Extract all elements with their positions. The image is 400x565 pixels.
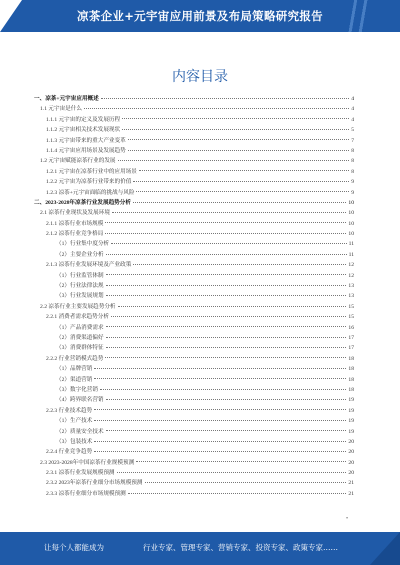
toc-entry-title: 2.2.2 行业营销模式趋势	[46, 355, 104, 362]
toc-leader-dots	[111, 243, 346, 244]
toc-entry-title: 1.1.3 元宇宙带来的重大产业变革	[46, 137, 126, 144]
toc-entry-title: （2）质量安全技术	[56, 428, 104, 435]
toc-entry[interactable]	[34, 250, 354, 260]
toc-page-number: 16	[348, 324, 354, 331]
toc-entry-title: （1）产品消费需求	[56, 324, 104, 331]
page-edge-mark: •	[346, 516, 349, 522]
toc-entry-title: 1.2 元宇宙赋能凉茶行业的发展	[40, 158, 116, 165]
toc-page-number: 8	[351, 147, 354, 154]
toc-page-number: 8	[351, 168, 354, 175]
toc-page-number: 19	[348, 397, 354, 404]
toc-entry[interactable]	[34, 239, 354, 249]
toc-entry-title: （3）数字化营销	[56, 386, 98, 393]
toc-leader-dots	[84, 108, 349, 109]
toc-page-number: 19	[348, 418, 354, 425]
toc-page-number: 18	[348, 366, 354, 373]
toc-page-number: 19	[348, 428, 354, 435]
toc-entry[interactable]	[34, 354, 354, 364]
toc-entry-title: 2.1.3 凉茶行业发展环境及产业政策	[46, 262, 132, 269]
toc-entry[interactable]	[34, 167, 354, 177]
toc-entry[interactable]	[34, 198, 354, 208]
toc-leader-dots	[122, 129, 349, 130]
toc-entry[interactable]	[34, 406, 354, 416]
toc-entry-title: （1）行业集中度分析	[56, 241, 110, 248]
toc-page-number: 18	[348, 355, 354, 362]
toc-page-number: 13	[348, 283, 354, 290]
toc-leader-dots	[106, 274, 347, 275]
toc-entry[interactable]	[34, 146, 354, 156]
toc-leader-dots	[122, 118, 349, 119]
toc-leader-dots	[106, 254, 347, 255]
toc-page-number: 8	[351, 158, 354, 165]
toc-entry-title: 1.1.4 元宇宙应用场景及发展趋势	[46, 147, 126, 154]
toc-entry[interactable]	[34, 478, 354, 488]
toc-page-number: 13	[348, 293, 354, 300]
toc-page-number: 15	[348, 303, 354, 310]
toc-entry[interactable]	[34, 333, 354, 343]
toc-entry-title: 2.2 凉茶行业主要发展趋势分析	[40, 303, 116, 310]
toc-entry[interactable]	[34, 395, 354, 405]
toc-page-number: 18	[348, 376, 354, 383]
report-title: 凉茶企业+元宇宙应用前景及布局策略研究报告	[77, 9, 323, 23]
toc-entry-title: （2）行业法律法规	[56, 283, 104, 290]
toc-page-number: 21	[348, 490, 354, 497]
toc-entry-title: 2.3.1 凉茶行业发展规模预测	[46, 470, 115, 477]
toc-page-number: 4	[351, 116, 354, 123]
toc-entry-title: 2.2.1 消费者需求趋势分析	[46, 314, 109, 321]
header-stripe-decoration	[342, 0, 400, 32]
toc-leader-dots	[106, 337, 347, 338]
toc-page-number: 4	[351, 96, 354, 102]
toc-entry-title: （1）生产技术	[56, 418, 93, 425]
toc-entry[interactable]	[34, 323, 354, 333]
toc-entry[interactable]	[34, 489, 354, 499]
toc-heading: 内容目录	[172, 69, 228, 85]
toc-page-number: 20	[348, 459, 354, 466]
toc-entry[interactable]	[34, 468, 354, 478]
toc-leader-dots	[106, 430, 347, 431]
toc-leader-dots	[118, 160, 350, 161]
toc-entry[interactable]	[34, 260, 354, 270]
toc-entry-title: 2.1.2 凉茶行业竞争格局	[46, 231, 104, 238]
toc-leader-dots	[128, 493, 347, 494]
toc-leader-dots	[94, 420, 346, 421]
toc-leader-dots	[139, 170, 349, 171]
toc-leader-dots	[94, 451, 346, 452]
toc-page-number: 18	[348, 386, 354, 393]
toc-page-number: 11	[348, 241, 354, 248]
toc-leader-dots	[100, 389, 346, 390]
toc-entry[interactable]	[34, 94, 354, 104]
footer-slogan: 让每个人都能成为	[44, 543, 104, 552]
toc-entry-title: 2.2.4 行业竞争趋势	[46, 449, 93, 456]
toc-page-number: 20	[348, 470, 354, 477]
toc-entry-title: 1.2.3 凉茶+元宇宙面临的挑战与风险	[46, 189, 135, 196]
toc-entry-title: （2）消费渠道偏好	[56, 334, 104, 341]
toc-leader-dots	[133, 264, 346, 265]
toc-leader-dots	[105, 233, 346, 234]
toc-entry-title: （3）包装技术	[56, 438, 93, 445]
toc-entry[interactable]	[34, 385, 354, 395]
page-header	[0, 0, 400, 32]
toc-entry[interactable]	[34, 188, 354, 198]
toc-entry[interactable]	[34, 156, 354, 166]
toc-leader-dots	[112, 212, 346, 213]
toc-entry[interactable]	[34, 312, 354, 322]
toc-entry-title: （1）品牌营销	[56, 366, 93, 373]
toc-entry[interactable]	[34, 375, 354, 385]
toc-leader-dots	[117, 472, 347, 473]
toc-entry-title: 2.1.1 凉茶行业市场规模	[46, 220, 104, 227]
toc-entry[interactable]	[34, 177, 354, 187]
toc-entry-title: （4）跨界联名营销	[56, 397, 104, 404]
toc-leader-dots	[136, 461, 346, 462]
toc-entry-title: 2.2.3 行业技术趋势	[46, 407, 93, 414]
footer-corner-decoration	[370, 532, 400, 565]
toc-page-number: 9	[351, 189, 354, 196]
toc-entry-title: （2）渠道营销	[56, 376, 93, 383]
toc-leader-dots	[133, 181, 349, 182]
toc-leader-dots	[145, 482, 347, 483]
toc-entry[interactable]	[34, 208, 354, 218]
toc-leader-dots	[133, 202, 346, 203]
toc-page-number: 17	[348, 334, 354, 341]
toc-page-number: 11	[348, 251, 354, 258]
toc-entry-title: 2.3 2023-2028年中国凉茶行业规模预测	[40, 459, 135, 466]
toc-leader-dots	[128, 150, 349, 151]
toc-page-number: 19	[348, 407, 354, 414]
toc-leader-dots	[106, 399, 347, 400]
toc-leader-dots	[105, 357, 346, 358]
toc-entry-title: （3）行业发展规划	[56, 293, 104, 300]
toc-leader-dots	[105, 222, 346, 223]
toc-page-number: 10	[348, 199, 354, 206]
toc-entry[interactable]	[34, 427, 354, 437]
toc-entry-title: 1.2.1 元宇宙在凉茶行业中的应用场景	[46, 168, 137, 175]
toc-page-number: 12	[348, 272, 354, 279]
toc-entry-title: 一、凉茶+元宇宙应用概述	[34, 96, 99, 102]
toc-leader-dots	[106, 326, 347, 327]
toc-entry[interactable]	[34, 291, 354, 301]
toc-entry-title: （3）消费群体特征	[56, 345, 104, 352]
toc-page-number: 10	[348, 210, 354, 217]
toc-entry-title: （1）行业监管体制	[56, 272, 104, 279]
toc-entry[interactable]	[34, 271, 354, 281]
toc-page-number: 10	[348, 220, 354, 227]
toc-leader-dots	[106, 347, 347, 348]
toc-leader-dots	[106, 295, 347, 296]
toc-entry-title: 2.3.3 凉茶行业细分市场规模预测	[46, 490, 126, 497]
toc-leader-dots	[111, 316, 346, 317]
toc-leader-dots	[136, 191, 349, 192]
table-of-contents	[34, 94, 354, 499]
toc-page-number: 15	[348, 314, 354, 321]
toc-entry[interactable]	[34, 302, 354, 312]
footer-expert-list: 行业专家、管理专家、营销专家、投资专家、政策专家……	[143, 543, 338, 552]
toc-leader-dots	[101, 98, 349, 99]
toc-leader-dots	[94, 441, 346, 442]
toc-entry[interactable]	[34, 447, 354, 457]
toc-entry[interactable]	[34, 437, 354, 447]
toc-entry-title: 1.2.2 元宇宙为凉茶行业带来的价值	[46, 179, 132, 186]
toc-page-number: 10	[348, 231, 354, 238]
toc-leader-dots	[94, 368, 346, 369]
toc-entry[interactable]	[34, 125, 354, 135]
toc-page-number: 9	[351, 179, 354, 186]
toc-entry[interactable]	[34, 416, 354, 426]
toc-entry-title: 1.1 元宇宙是什么	[40, 106, 82, 113]
toc-entry-title: 二、2023-2028年凉茶行业发展趋势分析	[34, 199, 131, 206]
toc-page-number: 20	[348, 438, 354, 445]
toc-entry[interactable]	[34, 136, 354, 146]
toc-entry[interactable]	[34, 458, 354, 468]
toc-entry[interactable]	[34, 115, 354, 125]
toc-entry-title: 2.3.2 2023年凉茶行业细分市场规模预测	[46, 480, 143, 487]
toc-entry[interactable]	[34, 343, 354, 353]
toc-leader-dots	[94, 378, 346, 379]
toc-entry-title: （2）主要企业分析	[56, 251, 104, 258]
toc-leader-dots	[118, 306, 347, 307]
toc-leader-dots	[94, 409, 346, 410]
toc-entry[interactable]	[34, 281, 354, 291]
toc-entry-title: 2.1 凉茶行业现状及发展环境	[40, 210, 110, 217]
toc-entry[interactable]	[34, 104, 354, 114]
toc-entry[interactable]	[34, 229, 354, 239]
toc-entry-title: 1.1.1 元宇宙的定义及发展历程	[46, 116, 121, 123]
toc-entry-title: 1.1.2 元宇宙相关技术发展现状	[46, 127, 121, 134]
toc-page-number: 21	[348, 480, 354, 487]
toc-page-number: 4	[351, 106, 354, 113]
toc-entry[interactable]	[34, 219, 354, 229]
page-footer	[0, 532, 400, 565]
toc-page-number: 17	[348, 345, 354, 352]
toc-page-number: 20	[348, 449, 354, 456]
toc-page-number: 5	[351, 127, 354, 134]
toc-leader-dots	[128, 139, 349, 140]
toc-entry[interactable]	[34, 364, 354, 374]
toc-page-number: 12	[348, 262, 354, 269]
toc-leader-dots	[106, 285, 347, 286]
toc-page-number: 7	[351, 137, 354, 144]
